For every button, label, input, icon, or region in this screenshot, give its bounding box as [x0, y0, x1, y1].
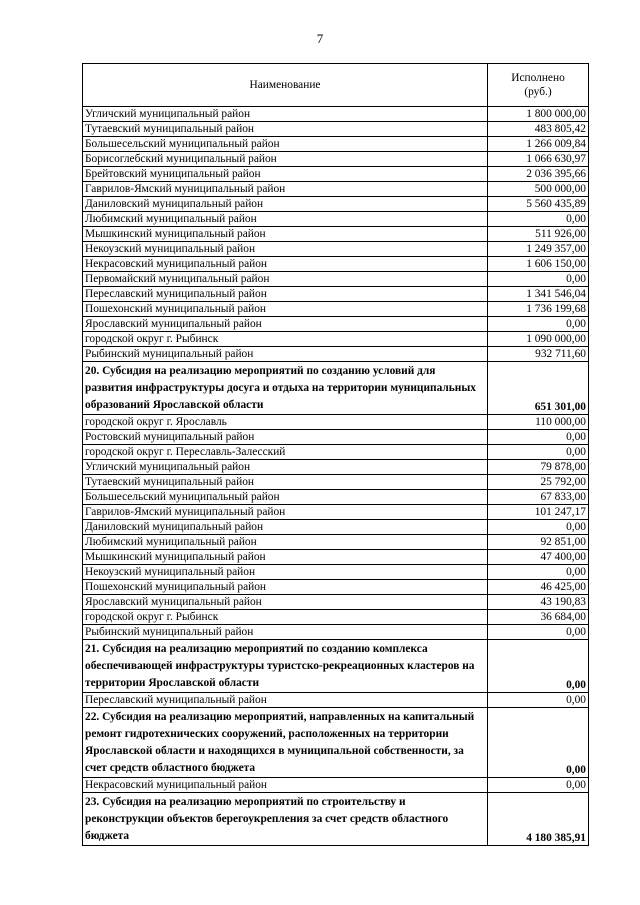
row-name: Некрасовский муниципальный район [83, 257, 488, 272]
table-row [83, 137, 589, 152]
row-value: 0,00 [488, 212, 589, 227]
table-row [83, 778, 589, 793]
section-row [83, 708, 589, 778]
row-value: 0,00 [488, 317, 589, 332]
row-name: Любимский муниципальный район [83, 535, 488, 550]
row-value: 1 090 000,00 [488, 332, 589, 347]
table-row [83, 122, 589, 137]
row-value: 500 000,00 [488, 182, 589, 197]
table-row [83, 272, 589, 287]
section-total: 651 301,00 [488, 362, 589, 415]
row-value: 101 247,17 [488, 505, 589, 520]
row-name: Угличский муниципальный район [83, 107, 488, 122]
row-value: 0,00 [488, 778, 589, 793]
row-value: 47 400,00 [488, 550, 589, 565]
row-value: 110 000,00 [488, 415, 589, 430]
row-name: Мышкинский муниципальный район [83, 227, 488, 242]
row-value: 1 341 546,04 [488, 287, 589, 302]
table-row [83, 550, 589, 565]
table-row [83, 152, 589, 167]
row-value: 43 190,83 [488, 595, 589, 610]
row-name: Гаврилов-Ямский муниципальный район [83, 182, 488, 197]
table-row [83, 212, 589, 227]
table-row [83, 317, 589, 332]
row-name: городской округ г. Переславль-Залесский [83, 445, 488, 460]
row-value: 25 792,00 [488, 475, 589, 490]
row-name: Некрасовский муниципальный район [83, 778, 488, 793]
table-row [83, 625, 589, 640]
row-name: Тутаевский муниципальный район [83, 122, 488, 137]
row-name: Даниловский муниципальный район [83, 520, 488, 535]
row-value: 1 736 199,68 [488, 302, 589, 317]
row-name: Тутаевский муниципальный район [83, 475, 488, 490]
row-name: Пошехонский муниципальный район [83, 302, 488, 317]
section-row [83, 793, 589, 846]
row-name: Первомайский муниципальный район [83, 272, 488, 287]
section-title: 22. Субсидия на реализацию мероприятий, направленных на капитальный ремонт гидротехнических сооружений, расположенных на территории Ярославской области и находящихся в муниципальной собственности, за счет средств областного бюджета [83, 708, 488, 778]
section-title: 20. Субсидия на реализацию мероприятий по созданию условий для развития инфраструктуры досуга и отдыха на территории муниципальных образований Ярославской области [83, 362, 488, 415]
row-name: Переславский муниципальный район [83, 287, 488, 302]
row-name: Переславский муниципальный район [83, 693, 488, 708]
row-value: 92 851,00 [488, 535, 589, 550]
row-value: 0,00 [488, 625, 589, 640]
row-name: Даниловский муниципальный район [83, 197, 488, 212]
table-row [83, 445, 589, 460]
row-name: Угличский муниципальный район [83, 460, 488, 475]
table-row [83, 520, 589, 535]
row-name: Брейтовский муниципальный район [83, 167, 488, 182]
row-name: Некоузский муниципальный район [83, 242, 488, 257]
row-value: 0,00 [488, 272, 589, 287]
table-row [83, 197, 589, 212]
table-row [83, 490, 589, 505]
row-value: 1 606 150,00 [488, 257, 589, 272]
row-value: 1 249 357,00 [488, 242, 589, 257]
table-row [83, 182, 589, 197]
section-row [83, 640, 589, 693]
row-value: 483 805,42 [488, 122, 589, 137]
row-value: 932 711,60 [488, 347, 589, 362]
section-title: 21. Субсидия на реализацию мероприятий по созданию комплекса обеспечивающей инфраструктуры туристско-рекреационных кластеров на территории Ярославской области [83, 640, 488, 693]
section-title: 23. Субсидия на реализацию мероприятий по строительству и реконструкции объектов берегоукрепления за счет средств областного бюджета [83, 793, 488, 846]
table-row [83, 475, 589, 490]
row-name: Гаврилов-Ямский муниципальный район [83, 505, 488, 520]
table-row [83, 167, 589, 182]
column-header-name: Наименование [83, 64, 488, 107]
row-name: городской округ г. Рыбинск [83, 610, 488, 625]
column-header-value-line2: (руб.) [524, 86, 552, 98]
execution-table [82, 63, 589, 846]
table-header-row [83, 64, 589, 107]
row-value: 2 036 395,66 [488, 167, 589, 182]
table-body [83, 107, 589, 846]
row-value: 46 425,00 [488, 580, 589, 595]
row-value: 511 926,00 [488, 227, 589, 242]
table-row [83, 257, 589, 272]
column-header-value [488, 64, 589, 107]
row-value: 0,00 [488, 430, 589, 445]
page-number: 7 [316, 31, 324, 46]
row-name: Некоузский муниципальный район [83, 565, 488, 580]
row-name: Мышкинский муниципальный район [83, 550, 488, 565]
row-name: городской округ г. Ярославль [83, 415, 488, 430]
row-name: Борисоглебский муниципальный район [83, 152, 488, 167]
section-row [83, 362, 589, 415]
table-row [83, 242, 589, 257]
row-value: 1 800 000,00 [488, 107, 589, 122]
row-value: 0,00 [488, 445, 589, 460]
column-header-value-line1: Исполнено [511, 72, 565, 84]
table-row [83, 287, 589, 302]
row-name: Большесельский муниципальный район [83, 490, 488, 505]
table-row [83, 415, 589, 430]
row-value: 1 066 630,97 [488, 152, 589, 167]
table-row [83, 227, 589, 242]
table-row [83, 505, 589, 520]
row-name: Большесельский муниципальный район [83, 137, 488, 152]
row-name: Ярославский муниципальный район [83, 595, 488, 610]
table-row [83, 535, 589, 550]
section-total: 0,00 [488, 640, 589, 693]
section-total: 0,00 [488, 708, 589, 778]
table-row [83, 302, 589, 317]
table-row [83, 347, 589, 362]
table-row [83, 332, 589, 347]
row-value: 0,00 [488, 693, 589, 708]
table-row [83, 430, 589, 445]
row-value: 36 684,00 [488, 610, 589, 625]
table-row [83, 595, 589, 610]
row-name: городской округ г. Рыбинск [83, 332, 488, 347]
row-value: 79 878,00 [488, 460, 589, 475]
row-value: 0,00 [488, 520, 589, 535]
row-value: 5 560 435,89 [488, 197, 589, 212]
table-row [83, 693, 589, 708]
table-row [83, 460, 589, 475]
row-name: Пошехонский муниципальный район [83, 580, 488, 595]
row-name: Любимский муниципальный район [83, 212, 488, 227]
table-row [83, 107, 589, 122]
section-total: 4 180 385,91 [488, 793, 589, 846]
row-name: Ярославский муниципальный район [83, 317, 488, 332]
row-value: 1 266 009,84 [488, 137, 589, 152]
row-value: 0,00 [488, 565, 589, 580]
table-row [83, 580, 589, 595]
table-row [83, 565, 589, 580]
row-value: 67 833,00 [488, 490, 589, 505]
table-row [83, 610, 589, 625]
row-name: Ростовский муниципальный район [83, 430, 488, 445]
row-name: Рыбинский муниципальный район [83, 347, 488, 362]
row-name: Рыбинский муниципальный район [83, 625, 488, 640]
